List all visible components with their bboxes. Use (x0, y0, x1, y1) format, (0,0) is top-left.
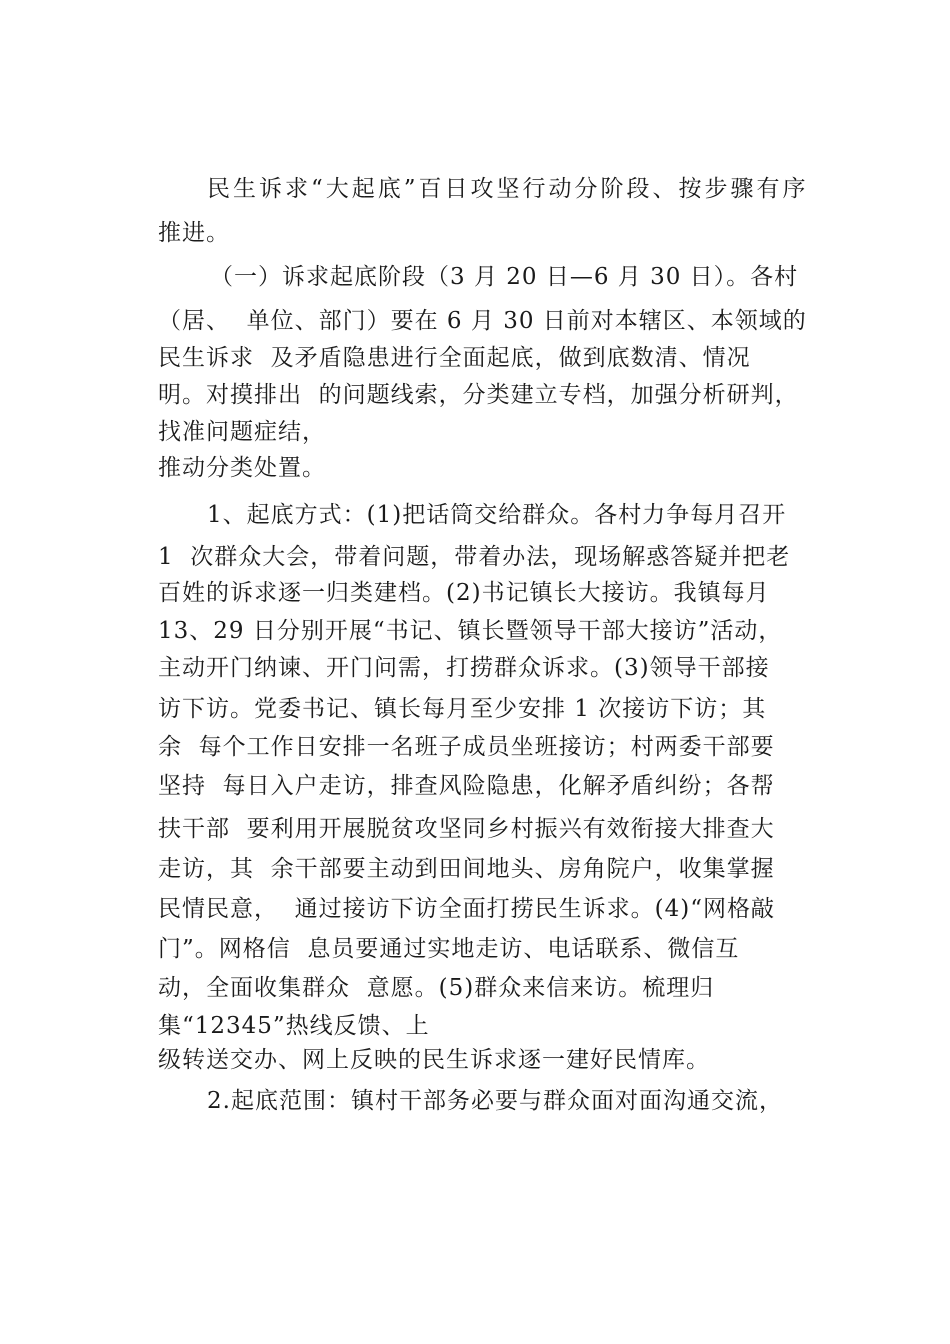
paragraph-line: 1、起底方式：(1)把话筒交给群众。各村力争每月召开 (207, 502, 787, 528)
paragraph-line: 余 每个工作日安排一名班子成员坐班接访；村两委干部要 (158, 734, 775, 760)
paragraph-line: 明。对摸排出 的问题线索，分类建立专档，加强分析研判， (158, 382, 799, 408)
paragraph-line: 动，全面收集群众 意愿。(5)群众来信来访。梳理归 (158, 975, 715, 1001)
paragraph-line: 民生诉求“大起底”百日攻坚行动分阶段、按步骤有序 (207, 176, 809, 202)
section-heading-line: （一）诉求起底阶段（3 月 20 日—6 月 30 日）。各村 (210, 264, 799, 290)
paragraph-line: 找准问题症结， (158, 419, 326, 445)
paragraph-line: 推动分类处置。 (158, 455, 326, 481)
paragraph-line: 门”。网格信 息员要通过实地走访、电话联系、微信互 (158, 936, 740, 962)
paragraph-line: 推进。 (158, 220, 230, 246)
paragraph-line: 坚持 每日入户走访，排查风险隐患，化解矛盾纠纷；各帮 (158, 773, 775, 799)
paragraph-line: 民情民意， 通过接访下访全面打捞民生诉求。(4)“网格敲 (158, 896, 775, 922)
paragraph-line: 主动开门纳谏、开门问需，打捞群众诉求。(3)领导干部接 (158, 655, 770, 681)
paragraph-line: 访下访。党委书记、镇长每月至少安排 1 次接访下访；其 (158, 696, 767, 722)
paragraph-line: 扶干部 要利用开展脱贫攻坚同乡村振兴有效衔接大排查大 (158, 816, 775, 842)
paragraph-line: 百姓的诉求逐一归类建档。(2)书记镇长大接访。我镇每月 (158, 580, 770, 606)
paragraph-line: （居、 单位、部门）要在 6 月 30 日前对本辖区、本领域的 (158, 308, 807, 334)
paragraph-line: 13、29 日分别开展“书记、镇长暨领导干部大接访”活动， (158, 618, 783, 644)
paragraph-line: 走访，其 余干部要主动到田间地头、房角院户，收集掌握 (158, 856, 775, 882)
paragraph-line: 1 次群众大会，带着问题，带着办法，现场解惑答疑并把老 (158, 544, 791, 570)
paragraph-line: 级转送交办、网上反映的民生诉求逐一建好民情库。 (158, 1047, 710, 1073)
paragraph-line: 集“12345”热线反馈、上 (158, 1013, 430, 1039)
paragraph-line: 民生诉求 及矛盾隐患进行全面起底，做到底数清、情况 (158, 345, 751, 371)
paragraph-line: 2.起底范围：镇村干部务必要与群众面对面沟通交流， (207, 1088, 783, 1114)
